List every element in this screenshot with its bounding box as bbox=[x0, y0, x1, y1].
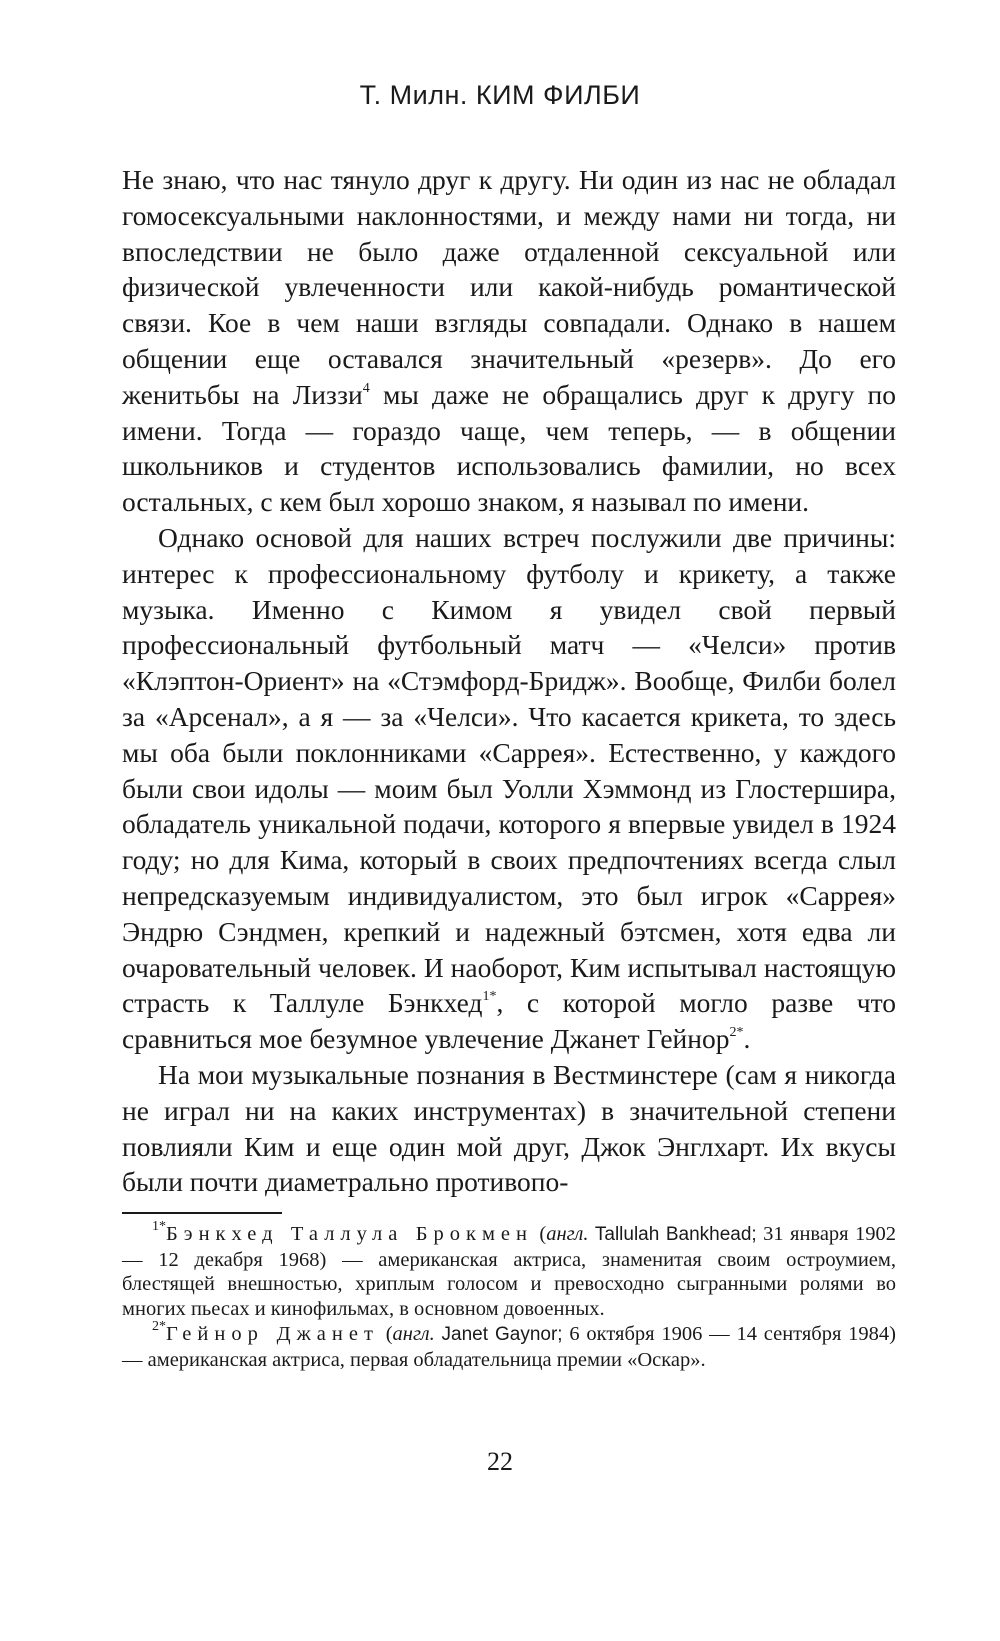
page-number: 22 bbox=[487, 1447, 513, 1476]
paragraph-1-continuation: мы даже не обращались друг к другу по имени. Тогда — гораздо чаще, чем теперь, — в общении школьников и студентов использовались фамилии, но всех остальных, с кем был хорошо знаком, я называл по имени. bbox=[122, 378, 896, 518]
paragraph-3-text: На мои музыкальные познания в Вестминстере (сам я никогда не играл ни на каких инструментах) в значительной степени повлияли Ким и еще один мой друг, Джок Энглхарт. Их вкусы были почти диаметрально противопо- bbox=[122, 1058, 896, 1198]
running-header: Т. Милн. КИМ ФИЛБИ bbox=[359, 80, 641, 110]
footnote-ref-4: 4 bbox=[362, 380, 370, 396]
paragraph-2 bbox=[122, 520, 896, 1057]
paragraph-2-text-c: . bbox=[743, 1023, 751, 1055]
footnote-divider bbox=[122, 1212, 282, 1214]
footnote-name: Гейнор Джанет bbox=[166, 1323, 379, 1345]
paragraph-1 bbox=[122, 162, 896, 520]
footnote-marker: 2* bbox=[152, 1319, 166, 1335]
paragraph-1-text: Не знаю, что нас тянуло друг к другу. Ни один из нас не обладал гомосексуальными наклонностями, и между нами ни тогда, ни впоследствии не было даже отдаленной сексуальной или физической увлеченности или какой-нибудь романтической связи. Кое в чем наши взгляды совпадали. Однако в нашем общении еще оставался значительный «резерв». До его женитьбы на Лиззи bbox=[122, 164, 896, 410]
footnote-latin-name: Janet Gaynor; bbox=[441, 1324, 563, 1345]
footnote-text: 31 января 1902 — 12 декабря 1968) — американская актриса, знаменитая своим остроумием, блестящей внешностью, хриплым голосом и превосходно сыгранными ролями во многих пьесах и кинофильмах, в основном довоенных. bbox=[122, 1223, 897, 1320]
main-text bbox=[122, 162, 896, 1200]
paragraph-2-text-a: Однако основой для наших встреч послужили две причины: интерес к профессиональному футболу и крикету, а также музыка. Именно с Кимом я увидел свой первый профессиональный футбольный матч — «Челси» против «Клэптон-Ориент» на «Стэмфорд-Бридж». Вообще, Филби болел за «Арсенал», а я — за «Челси». Что касается крикета, то здесь мы оба были поклонниками «Саррея». Естественно, у каждого были свои идолы — моим был Уолли Хэммонд из Глостершира, обладатель уникальной подачи, которого я впервые увидел в 1924 году; но для Кима, который в своих предпочтениях всегда слыл непредсказуемым индивидуалистом, это был игрок «Саррея» Эндрю Сэндмен, крепкий и надежный бэтсмен, хотя едва ли очаровательный человек. И наоборот, Ким испытывал настоящую страсть к Таллуле Бэнкхед bbox=[122, 521, 896, 1019]
footnote-name: Бэнкхед Таллула Брокмен bbox=[166, 1223, 534, 1245]
footnote-lang: англ. bbox=[546, 1223, 589, 1245]
footnotes bbox=[122, 1219, 897, 1373]
paragraph-2-text-b: , с которой могло разве что сравниться мое безумное увлечение Джанет Гейнор bbox=[122, 987, 896, 1055]
footnote-marker: 1* bbox=[152, 1219, 166, 1235]
footnote-text: 6 октября 1906 — 14 сентября 1984) — американская актриса, первая обладательница премии «Оскар». bbox=[122, 1323, 897, 1371]
footnote-2: $^{2*}$Гейнор Джанет (англ. Janet Gaynor; 6 октября 1906 — 14 сентября 1984) — американская актриса, первая обладательница премии «Оскар». bbox=[122, 1319, 897, 1371]
footnote-ref-2: 2* bbox=[729, 1024, 744, 1040]
paragraph-3 bbox=[122, 1057, 896, 1200]
footnote-latin-name: Tallulah Bankhead; bbox=[594, 1224, 757, 1245]
footnote-ref-1: 1* bbox=[482, 989, 497, 1005]
footnote-lang: англ. bbox=[392, 1323, 435, 1345]
footnote-1: $^{1*}$Бэнкхед Таллула Брокмен (англ. Tallulah Bankhead; 31 января 1902 — 12 декабря 1968) — американская актриса, знаменитая своим остроумием, блестящей внешностью, хриплым голосом и превосходно сыгранными ролями во многих пьесах и кинофильмах, в основном довоенных. bbox=[122, 1219, 897, 1320]
